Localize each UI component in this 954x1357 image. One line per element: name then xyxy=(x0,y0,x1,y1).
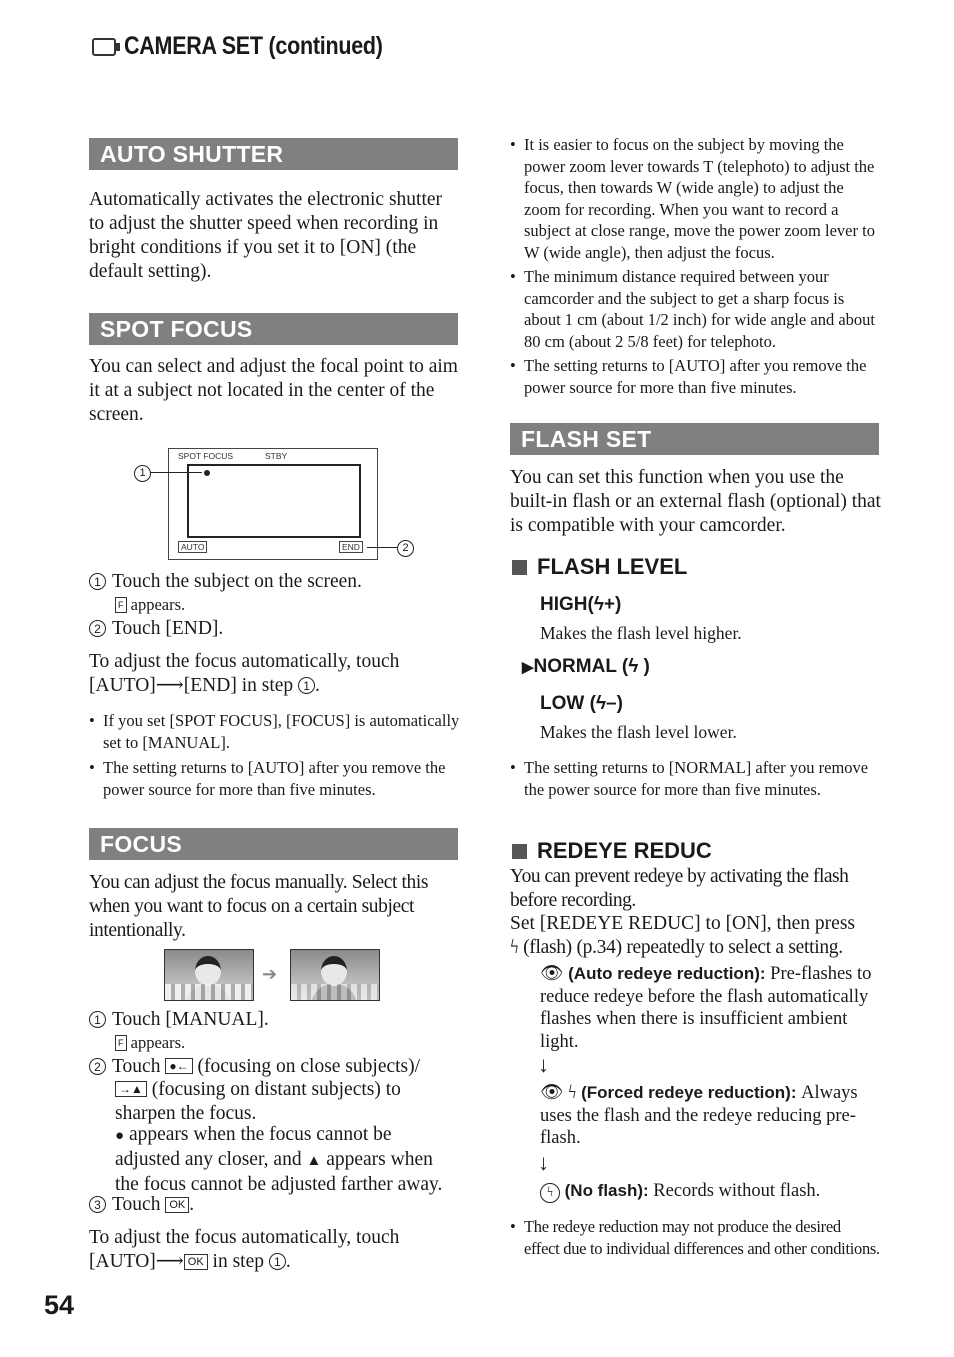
screen-mode-label: SPOT FOCUS xyxy=(178,451,234,461)
near-focus-button-icon: ●← xyxy=(165,1058,192,1074)
focus-point-dot xyxy=(204,470,210,476)
arrow-right-icon: ⟶ xyxy=(155,675,184,696)
spot-focus-notes xyxy=(89,710,461,800)
arrow-right-icon: ➔ xyxy=(262,964,278,984)
note-bullet: • If you set [SPOT FOCUS], [FOCUS] is automatically set to [MANUAL]. xyxy=(89,710,461,753)
near-limit-icon: ● xyxy=(115,1128,125,1144)
spot-focus-step-1: 1 Touch the subject on the screen. xyxy=(89,570,461,594)
ok-button-icon: OK xyxy=(184,1254,208,1270)
header-title: CAMERA SET (continued) xyxy=(124,32,383,60)
step-number: 3 xyxy=(89,1196,106,1213)
eye-icon: 👁 xyxy=(540,1083,564,1103)
flash-icon: ϟ xyxy=(593,594,604,615)
note-bullet: • The redeye reduction may not produce the desired effect due to individual differences and other conditions. xyxy=(510,1216,880,1259)
screen-frame xyxy=(187,464,361,538)
flash-level-low-desc: Makes the flash level lower. xyxy=(540,722,737,742)
note-bullet: • The minimum distance required between your camcorder and the subject to get a sharp focus is about 1 cm (about 1/2 inch) for wide angle and about 80 cm (about 2 5/8 feet) for telephoto. xyxy=(510,266,878,352)
focus-icon: F xyxy=(115,1035,127,1051)
redeye-body-3: ϟ (flash) (p.34) repeatedly to select a setting. xyxy=(510,937,843,958)
callout-2-line xyxy=(367,547,397,548)
flash-level-normal-option: ▶NORMAL (ϟ ) xyxy=(522,656,650,677)
page-number: 54 xyxy=(44,1290,75,1320)
focus-step-1-sub: F appears. xyxy=(115,1032,185,1054)
callout-1-line xyxy=(150,472,202,473)
redeye-body-2: Set [REDEYE REDUC] to [ON], then press xyxy=(510,913,855,934)
flash-level-high-option: HIGH(ϟ+) xyxy=(540,594,622,615)
section-header xyxy=(92,32,425,61)
flash-icon: ϟ xyxy=(568,1083,577,1103)
default-marker-icon: ▶ xyxy=(522,659,534,676)
spot-focus-screen-illustration xyxy=(168,448,378,560)
step-number: 2 xyxy=(89,1058,106,1075)
auto-shutter-body: Automatically activates the electronic shutter to adjust the shutter speed when recording in bright conditions if you set it to [ON] (the default setting). xyxy=(89,189,443,282)
flash-level-note xyxy=(510,757,878,800)
far-focus-button-icon: →▲ xyxy=(115,1081,147,1097)
redeye-option-forced: 👁 ϟ (Forced redeye reduction): Always uses the flash and the redeye reducing pre-flash. xyxy=(540,1083,858,1148)
focus-body: You can adjust the focus manually. Select this when you want to focus on a certain subject intentionally. xyxy=(89,872,429,941)
spot-focus-step-2: 2 Touch [END]. xyxy=(89,617,223,641)
portrait-photo-focused xyxy=(290,949,380,1001)
flash-level-heading: FLASH LEVEL xyxy=(512,554,687,580)
screen-end-button[interactable]: END xyxy=(339,541,363,553)
focus-step-1: 1 Touch [MANUAL]. xyxy=(89,1008,269,1032)
redeye-body-1: You can prevent redeye by activating the flash before recording. xyxy=(510,866,849,911)
note-bullet: • The setting returns to [NORMAL] after you remove the power source for more than five minutes. xyxy=(510,757,878,800)
flash-icon: ϟ xyxy=(628,656,639,677)
note-bullet: • The setting returns to [AUTO] after you remove the power source for more than five minutes. xyxy=(510,355,878,398)
ok-button-icon: OK xyxy=(165,1197,189,1213)
screen-auto-button[interactable]: AUTO xyxy=(178,541,207,553)
focus-step-2: 2 Touch ●← (focusing on close subjects)/ xyxy=(89,1055,461,1079)
auto-shutter-heading: AUTO SHUTTER xyxy=(89,138,458,170)
flash-level-low-option: LOW (ϟ–) xyxy=(540,693,623,714)
callout-2: 2 xyxy=(397,540,414,557)
flash-icon: ϟ xyxy=(595,693,606,714)
focus-step-3: 3 Touch OK . xyxy=(89,1193,194,1217)
spot-focus-step-1-sub: F appears. xyxy=(115,594,185,616)
step-number: 1 xyxy=(298,677,315,694)
camera-icon xyxy=(92,38,116,56)
flash-level-high-desc: Makes the flash level higher. xyxy=(540,623,742,643)
callout-1: 1 xyxy=(134,465,151,482)
step-number: 2 xyxy=(89,620,106,637)
focus-auto-note: To adjust the focus automatically, touch [AUTO]⟶ OK in step 1 . xyxy=(89,1227,400,1272)
focus-step-2-note: ● appears when the focus cannot be adjusted any closer, and ▲ appears when the focus cannot be adjusted farther away. xyxy=(115,1124,443,1195)
eye-icon: 👁 xyxy=(540,964,564,984)
spot-focus-auto-note: To adjust the focus automatically, touch [AUTO]⟶[END] in step 1 . xyxy=(89,651,400,696)
flash-set-heading: FLASH SET xyxy=(510,423,879,455)
redeye-option-no-flash: ϟ (No flash): Records without flash. xyxy=(540,1179,880,1203)
step-number: 1 xyxy=(269,1253,286,1270)
spot-focus-body: You can select and adjust the focal point to aim it at a subject not located in the center of the screen. xyxy=(89,356,458,425)
arrow-down-icon: ↓ xyxy=(538,1052,549,1077)
step-number: 1 xyxy=(89,1011,106,1028)
flash-icon: ϟ xyxy=(510,937,519,958)
far-limit-icon: ▲ xyxy=(306,1153,322,1169)
no-flash-icon: ϟ xyxy=(540,1183,560,1203)
step-number: 1 xyxy=(89,573,106,590)
redeye-option-auto: 👁 (Auto redeye reduction): Pre-flashes to reduce redeye before the flash automatically flashes when there is insufficient ambient light. xyxy=(540,964,872,1052)
arrow-down-icon: ↓ xyxy=(538,1150,549,1175)
redeye-note xyxy=(510,1216,880,1259)
redeye-heading: REDEYE REDUC xyxy=(512,838,712,864)
note-bullet: • It is easier to focus on the subject by moving the power zoom lever towards T (telephoto) to adjust the focus, then towards W (wide angle) to adjust the zoom for recording. When you want to record a subject at close range, move the power zoom lever to W (wide angle), then adjust the focus. xyxy=(510,134,878,263)
spot-focus-heading: SPOT FOCUS xyxy=(89,313,458,345)
note-bullet: • The setting returns to [AUTO] after you remove the power source for more than five minutes. xyxy=(89,757,461,800)
flash-set-body: You can set this function when you use the built-in flash or an external flash (optional) that is compatible with your camcorder. xyxy=(510,467,881,536)
screen-status-label: STBY xyxy=(265,451,288,461)
square-bullet-icon xyxy=(512,844,527,859)
focus-heading: FOCUS xyxy=(89,828,458,860)
focus-notes xyxy=(510,134,878,398)
portrait-photo-blurred xyxy=(164,949,254,1001)
focus-icon: F xyxy=(115,597,127,613)
square-bullet-icon xyxy=(512,560,527,575)
arrow-right-icon: ⟶ xyxy=(155,1251,184,1272)
focus-step-2-cont: →▲ (focusing on distant subjects) to sharpen the focus. xyxy=(115,1079,401,1124)
